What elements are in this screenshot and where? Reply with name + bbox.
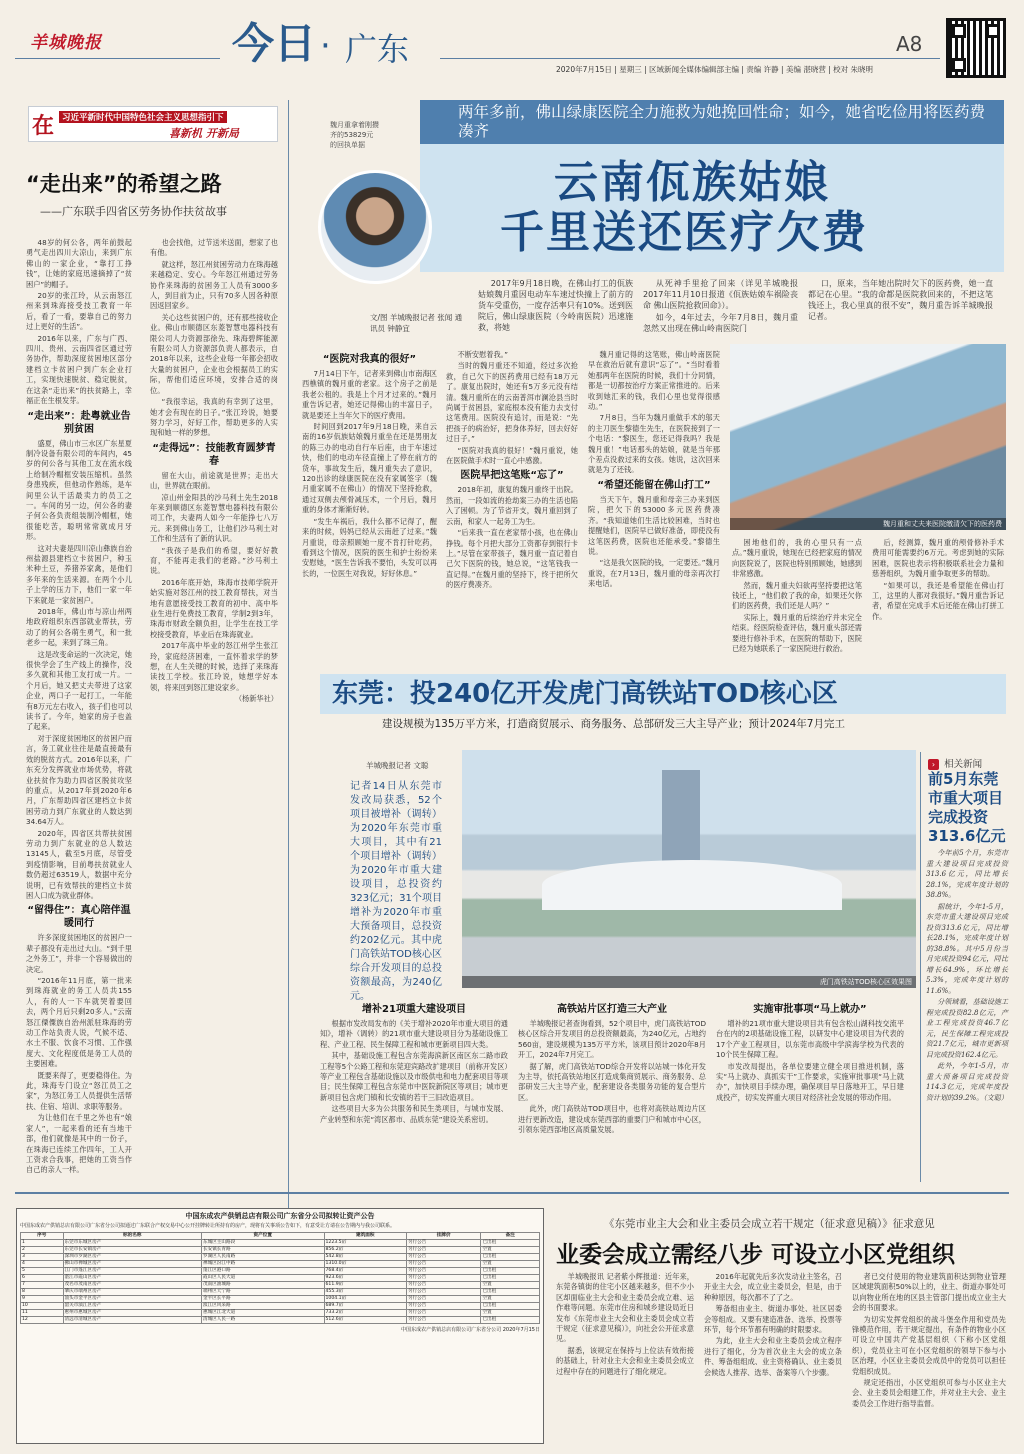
table-cell: 空置 bbox=[481, 1246, 540, 1253]
paragraph: 据悉，该规定在保持与上位法有效衔接的基础上，针对业主大会和业主委员会成立过程中存在的问题进行了细化规定。 bbox=[556, 1345, 694, 1376]
notice-footer: 中国东成农产供销总店有限公司广东省分公司 2020年7月15日 bbox=[401, 1326, 540, 1333]
table-cell: 2 bbox=[21, 1246, 64, 1253]
table-cell: 733.2㎡ bbox=[324, 1309, 406, 1316]
table-cell: 另行公告 bbox=[406, 1302, 481, 1309]
tod-rendering-photo bbox=[462, 750, 916, 988]
table-row bbox=[21, 1309, 540, 1316]
article1-col1 bbox=[26, 238, 132, 1238]
table-cell: 空置 bbox=[481, 1309, 540, 1316]
paragraph: 盛夏，佛山市三水区广东星夏制冷设备有限公司的车间内，45岁的何公各与其他工友在流水线上给制冷帽框安装压缩机。虽然身患残疾，但他动作熟练，是车间里公认干活最卖力的员工之一。车间的另一边，何公各的妻子何公各负责组装制冷帽框，她很能吃苦，聪明常常就成月牙形。 bbox=[26, 438, 132, 542]
notice-title: 中国东成农产供销总店有限公司广东省分公司拟转让资产公告 bbox=[185, 1212, 375, 1220]
table-cell: 另行公告 bbox=[406, 1267, 481, 1274]
table-cell: 深圳市罗湖区房产 bbox=[63, 1253, 202, 1260]
station-shape bbox=[542, 860, 842, 910]
paragraph: 分领域看，基础设施工程完成投资82.8亿元，产业工程完成投资46.7亿元，民生保障工程完成投资21.7亿元，城市更新项目完成投资162.4亿元。 bbox=[926, 998, 1008, 1059]
paragraph: 2017年高中毕业的怒江州学生张江玲，家庭经济困难，一直怀着求学的梦想，在人生关键的时候，选择了来珠海读技工学校。张江玲说，她想学好本领，将来回到怒江建设家乡。 bbox=[150, 641, 278, 692]
table-cell: 3 bbox=[21, 1253, 64, 1260]
paragraph: 2020年，四省区共帮扶贫困劳动力到广东就业的总人数达13145人，截至5月底，尽管受到疫情影响，目前粤扶贫就业人数仍超过63519人，数据中充分说明，已有效帮扶的建档立卡贫困人口成为就业群体。 bbox=[26, 828, 132, 900]
paragraph: 规定还指出，小区党组织可参与小区业主大会、业主委员会组建工作，并对业主大会、业主委员会工作进行指导监督。 bbox=[852, 1378, 1006, 1408]
paragraph: 实际上，魏月重的后续治疗并未完全结束。经医院检查评估，魏月重头部还需要进行修补手术，在医院的帮助下，医院已经为她联系了一家医院进行救治。 bbox=[732, 612, 862, 654]
paragraph: 48岁的何公各，两年前鼓起勇气走出四川大凉山，来到广东佛山的一家企业，“靠打工挣钱”，让她的家庭迅速摘掉了“贫困户”的帽子。 bbox=[26, 238, 132, 289]
table-row bbox=[21, 1302, 540, 1309]
qr-code-icon bbox=[946, 18, 1006, 78]
photo-note: 魏月重拿着刚攒齐的53829元的回执单据 bbox=[330, 121, 379, 149]
paragraph: 口，原来，当年她出院时欠下的医药费，她一直都记在心里。“我的命都是医院救回来的，不把这笔钱还上，我心里真的很不安”，魏月重告诉羊城晚报记者。 bbox=[808, 279, 993, 321]
paragraph: 7月8日，当年为魏月重做手术的邬天的主刀医生黎德生先生，在医院接到了一个电话：“黎医生，您还记得我吗？我是魏月重！”电话那头的姑娘，就是当年那个差点没救过来的女孩。她说，这次回来就是为了还钱。 bbox=[588, 413, 720, 475]
tod-photo-caption: 虎门高铁站TOD核心区效果图 bbox=[462, 976, 916, 988]
table-cell: 已出租 bbox=[481, 1302, 540, 1309]
paragraph: 留在大山，前途就是世界；走出大山，世界就在眼前。 bbox=[150, 470, 278, 491]
article4-col1 bbox=[556, 1272, 694, 1444]
paragraph: 如今，4年过去，今年7月8日，魏月重忽然又出现在佛山岭南医院门 bbox=[643, 313, 798, 333]
article2-headline-intro: 两年多前，佛山绿康医院全力施救为她挽回性命；如今，她省吃俭用将医药费凑齐 bbox=[458, 103, 986, 140]
paragraph: 市发改局提出，各单位要建立健全项目推进机制，落实“马上就办、真抓实干”工作要求，实施审批事项“马上就办”，加快项目手续办理，确保项目早日落地开工，早日建成投产，切实发挥重大项目对经济社会发展的带动作用。 bbox=[716, 1061, 904, 1102]
banner-line-1: 习近平新时代中国特色社会主义思想指引下 bbox=[59, 111, 227, 123]
table-cell: 已出租 bbox=[481, 1288, 540, 1295]
paragraph: 此外，虎门高铁站TOD项目中，也将对高铁站周边片区进行更新改造，建设成东莞西部的重要门户和城市中心区，引领东莞西部地区高质量发展。 bbox=[518, 1104, 706, 1135]
portrait-photo bbox=[318, 170, 432, 284]
article4-kicker: 《东莞市业主大会和业主委员会成立若干规定（征求意见稿）》征求意见 bbox=[604, 1218, 935, 1230]
table-header-row bbox=[21, 1232, 540, 1239]
table-cell: 长安镇长青路 bbox=[202, 1246, 325, 1253]
paragraph: “这是我欠医院的钱，一定要还。”魏月重说，在7月13日，魏月重的母亲再次打来电话。 bbox=[588, 558, 720, 589]
article2-col5 bbox=[872, 538, 1004, 658]
subheading: “走出来”：赴粤就业告别贫困 bbox=[27, 410, 131, 435]
paragraph: 凉山州金阳县的沙马利土先生2018年来到顺德区东菱智慧电器科技有限公司工作，夫妻两人如今一年能挣七八万元。来到佛山务工，让他们沙马利土对工作和生活有了新的认识。 bbox=[150, 492, 278, 544]
paragraph: 也会找他，过节送米送面，想家了也有他。 bbox=[150, 238, 278, 258]
column-divider bbox=[920, 752, 921, 1182]
table-cell: 已出租 bbox=[481, 1274, 540, 1281]
table-cell: 东城区主山路段 bbox=[202, 1239, 325, 1246]
paragraph: “2016年11月底，第一批来到珠海就业的务工人员共155人，有的人一下车就哭着要回去，两个月后只剩20多人。”云南怒江傈僳族自治州派驻珠海的劳动工作站负责人说，气候不适、水土不服、饮食不习惯、工作强度大、文化程度低是务工人员的主要困难。 bbox=[26, 976, 132, 1069]
paragraph: 当时的魏月重还不知道，经过多次抢救，自己欠下的医药费用已经有18万元了。康复出院时，她还有5万多元没有结清。魏月重所在的云南普洱市澜沧县当时尚属于贫困县，家庭根本没有能力去支付这笔费用。医院没有追讨，而是说：“先把孩子的病治好，把身体养好，回去好好过日子。” bbox=[446, 361, 578, 444]
table-cell: 清城区人民一路 bbox=[202, 1316, 325, 1323]
table-cell: 另行公告 bbox=[406, 1288, 481, 1295]
paragraph: 为让他们在千里之外也有“娘家人”，一起来看的还有当地干部，他们就像是其中的一份子，在珠海已连续工作四年，工人开工资求合我事，把她的工资当作自己的亲人一样。 bbox=[26, 1113, 132, 1175]
table-cell: 汕头市金平区房产 bbox=[63, 1295, 202, 1302]
public-notice bbox=[16, 1208, 544, 1444]
table-cell: 另行公告 bbox=[406, 1316, 481, 1323]
hospital-photo-caption: 魏月重和丈夫来医院缴清欠下的医药费 bbox=[730, 518, 1006, 530]
table-cell: 端州区天宁路 bbox=[202, 1288, 325, 1295]
table-cell: 10 bbox=[21, 1302, 64, 1309]
table-cell: 清远市清城区房产 bbox=[63, 1316, 202, 1323]
table-cell: 6 bbox=[21, 1274, 64, 1281]
banner-char: 在 bbox=[32, 113, 55, 139]
related-icon: › bbox=[928, 759, 939, 770]
table-cell: 4 bbox=[21, 1260, 64, 1267]
article3-lead: 记者14日从东莞市发改局获悉，52个项目被增补（调转）为2020年东莞市重大项目，其中有21个项目增补（调转）为2020年市重大建设项目，总投资约323亿元；31个项目增补为2020年市重大预备项目，总投资约202亿元。其中虎门高铁站TOD核心区综合开发项目的总投资额最高，为240亿元。 bbox=[350, 781, 442, 1002]
paper-logo: 羊城晚报 bbox=[30, 33, 102, 53]
paragraph: 筹备组由业主、街道办事处、社区居委会等组成。又要有建造准备、选举、投票等环节，每个环节都有明确的时限要求。 bbox=[704, 1304, 842, 1335]
paragraph: “我很幸运，我真的有幸到了这里，她才会有现在的日子。”张江玲说，她要努力学习，好好工作，帮助更多的人实现和她一样的梦想。 bbox=[150, 397, 278, 438]
paragraph: 7月14日下午，记者来到佛山市南海区西樵镇的魏月重的老家。这个房子之前是我老公租的。我是上个月才过来的。”魏月重告诉记者，她还记得佛山的丰富日子，就是要还上当年欠下的医疗费用。 bbox=[302, 369, 437, 420]
paragraph: 据统计，今年1-5月，东莞市重大建设项目完成投资313.6亿元，同比增长28.1%，完成年度计划的38.8%。其中5月份当月完成投资94亿元，同比增长64.9%，环比增长5.3%，完成年度计划的11.6%。 bbox=[926, 902, 1008, 995]
paragraph: “我孩子是我们的希望，要好好教育，不能再走我们的老路。”沙马利土说。 bbox=[150, 545, 278, 576]
table-cell: 东莞市东城区房产 bbox=[63, 1239, 202, 1246]
table-row bbox=[21, 1260, 540, 1267]
table-cell: 7 bbox=[21, 1281, 64, 1288]
table-cell: 肇庆市端州区房产 bbox=[63, 1288, 202, 1295]
table-cell: 另行公告 bbox=[406, 1274, 481, 1281]
subheading: “走得远”：技能教育圆梦青春 bbox=[152, 442, 276, 467]
table-cell: 512.6㎡ bbox=[324, 1316, 406, 1323]
table-cell: 12 bbox=[21, 1316, 64, 1323]
section-title-dot: · bbox=[320, 26, 331, 66]
paragraph: 其中，基础设施工程包含东莞海滨新区南区东二路市政工程等5个公路工程和东莞迎宾路改扩建项目（前称开发区）等产业工程包含基础设施以及市级供电和电力配套项目等项目；民生保障工程包含东莞市中医院新院区等项目；城市更新项目包含虎门镇和长安镇的若干三旧改造项目。 bbox=[320, 1051, 508, 1102]
article4-col3 bbox=[852, 1272, 1006, 1444]
paragraph: 20岁的张江玲，从云南怒江州来到珠海接受技工教育一年后，看了一看，要靠自己的努力过上更好的生活”。 bbox=[26, 291, 132, 332]
article1-subtitle: ——广东联手四省区劳务协作扶贫故事 bbox=[40, 205, 227, 218]
banner-line-2: 喜新机 开新局 bbox=[169, 127, 239, 140]
paragraph: 关心这些贫困户的，还有那些接收企业。佛山市顺德区东菱智慧电器科技有限公司人力资源部徐先、珠海碧辉能源有限公司人力资源部负责人都表示，自2018年以来，这些企业每一年都会招收大量的贫困户，企业也会根据员工的实际，帮他们适应环境，安排合适的岗位。 bbox=[150, 312, 278, 395]
paragraph: 为切实发挥党组织的战斗堡垒作用和党员先锋模范作用，若干规定提出，有条件的物业小区可设立中国共产党基层组织（下称小区党组织），党员业主可在小区党组织的领导下参与小区治理，小区业主委员会成员中的党员可以担任党组织成员。 bbox=[852, 1314, 1006, 1376]
subheading: 增补21项重大建设项目 bbox=[362, 1004, 466, 1015]
table-row bbox=[21, 1295, 540, 1302]
notice-table bbox=[20, 1232, 540, 1324]
table-cell: 1310.0㎡ bbox=[324, 1260, 406, 1267]
notice-intro: 中国东成农产供销总店有限公司广东省分公司拟通过广东联合产权交易中心公开挂牌转让所持有的房产，现将有关事项公告如下，有意受让方请在公告期内与我公司联系。 bbox=[20, 1223, 396, 1229]
table-cell: 1004.1㎡ bbox=[324, 1295, 406, 1302]
article4-title: 业委会成立需经八步 可设立小区党组织 bbox=[556, 1242, 956, 1268]
paragraph: 羊城晚报讯 记者紫小辉报道：近年来，东莞各镇街的住宅小区越来越多，但不少小区却面临业主大会和业主委员会成立难、运作难等问题。东莞市住房和城乡建设局近日发布《东莞市业主大会和业主委员会成立若干规定（征求意见稿）》，向社会公开征求意见。 bbox=[556, 1272, 694, 1344]
article3-title: 东莞：投240亿开发虎门高铁站TOD核心区 bbox=[332, 679, 838, 709]
table-cell: 已出租 bbox=[481, 1267, 540, 1274]
article4-col2 bbox=[704, 1272, 842, 1444]
table-cell: 蓬江区港口路 bbox=[202, 1267, 325, 1274]
paragraph: 许多深度贫困地区的贫困户一辈子都没有走出过大山。“到千里之外务工”，并非一个容易做出的决定。 bbox=[26, 933, 132, 974]
table-cell: 空置 bbox=[481, 1281, 540, 1288]
table-row bbox=[21, 1274, 540, 1281]
table-cell: 东莞市长安镇房产 bbox=[63, 1246, 202, 1253]
table-header-cell: 挂牌价 bbox=[406, 1232, 481, 1239]
masthead-rule-left bbox=[15, 58, 220, 59]
table-cell: 5 bbox=[21, 1267, 64, 1274]
paragraph: 为此，业主大会和业主委员会成立程序进行了细化，分为首次业主大会的成立条件、筹备组组成、业主资格确认、业主委员会候选人推荐、选举、备案等八个步骤。 bbox=[704, 1336, 842, 1377]
table-cell: 另行公告 bbox=[406, 1239, 481, 1246]
table-cell: 惠州市惠城区房产 bbox=[63, 1309, 202, 1316]
table-cell: 611.9㎡ bbox=[324, 1281, 406, 1288]
article2-col4 bbox=[732, 538, 862, 658]
table-cell: 923.6㎡ bbox=[324, 1274, 406, 1281]
paragraph: 既要来得了，更要稳得住。为此，珠海专门设立“怒江员工之家”，为怒江务工人员提供生活帮扶、住宿、培训、求职等服务。 bbox=[26, 1070, 132, 1111]
article2-lead-col2 bbox=[643, 278, 798, 336]
bottom-section-rule bbox=[15, 1192, 1009, 1194]
subheading: 实施审批事项“马上就办” bbox=[753, 1004, 867, 1015]
table-cell: 1223.5㎡ bbox=[324, 1239, 406, 1246]
related-news-tag bbox=[928, 752, 982, 771]
table-cell: 已出租 bbox=[481, 1316, 540, 1323]
table-cell: 惠城区江北大道 bbox=[202, 1309, 325, 1316]
table-cell: 另行公告 bbox=[406, 1295, 481, 1302]
table-header-cell: 备注 bbox=[481, 1232, 540, 1239]
table-cell: 另行公告 bbox=[406, 1253, 481, 1260]
table-cell: 455.3㎡ bbox=[324, 1288, 406, 1295]
paragraph: 羊城晚报记者查询看到，52个项目中，虎门高铁站TOD核心区综合开发项目的总投资额最高，为240亿元，占地约560亩，建设规模为135万平方米，该项目预计2020年8月开工，2024年7月完工。 bbox=[518, 1019, 706, 1060]
table-row bbox=[21, 1246, 540, 1253]
table-cell: 11 bbox=[21, 1309, 64, 1316]
table-header-cell: 资产位置 bbox=[202, 1232, 325, 1239]
table-cell: 9 bbox=[21, 1295, 64, 1302]
paragraph: 然而，魏月重夫妇欲再坚持要把这笔钱还上，“他们救了我的命，如果还欠你们的医药费，我们还是人吗？” bbox=[732, 580, 862, 611]
table-cell: 另行公告 bbox=[406, 1260, 481, 1267]
paragraph: 2017年9月18日晚，在佛山打工的佤族姑娘魏月重因电动车车速过快撞上了前方的货车受重伤，一度存活率只有10%。送到医院后，佛山绿康医院（今岭南医院）迅速施救，将她 bbox=[478, 279, 633, 332]
table-cell: 霞山区人民大道 bbox=[202, 1274, 325, 1281]
article2-headline-main-2: 千里送还医疗欠费 bbox=[500, 207, 868, 258]
table-cell: 856.2㎡ bbox=[324, 1246, 406, 1253]
article2-col3 bbox=[588, 350, 720, 660]
table-cell: 已出租 bbox=[481, 1239, 540, 1246]
table-cell: 另行公告 bbox=[406, 1309, 481, 1316]
paragraph: 2016年以来，广东与广西、四川、贵州、云南四省区通过劳务协作，帮助深度贫困地区部分建档立卡贫困户到广东企业打工，实现快速脱贫、稳定脱贫，在这条“走出来”的扶贫路上，幸福正在生根发芽。 bbox=[26, 333, 132, 406]
table-cell: 另行公告 bbox=[406, 1246, 481, 1253]
subheading: 医院早把这笔账“忘了” bbox=[460, 470, 564, 482]
paragraph: 对于深度贫困地区的贫困户而言，务工就业往往是最直接最有效的脱贫方式。2016年以来，广东充分发挥就业市场优势，将就业扶贫作为助力四省区脱贫攻坚的重点。从2017年到2020年6月，广东帮助四省区建档立卡贫困劳动力到广东就业的人数达到34.64万人。 bbox=[26, 733, 132, 827]
table-cell: 768.4㎡ bbox=[324, 1267, 406, 1274]
table-row bbox=[21, 1267, 540, 1274]
source-note: （杨新华社） bbox=[234, 694, 278, 704]
paragraph: 2018年初，康复的魏月重终于出院。然而，一段如流的抢劫案三办的生活也陷入了困顿。为了节省开支，魏月重回到了云南，和家人一起务工为生。 bbox=[446, 485, 578, 526]
paragraph: “后来我一直在老家帮小孩，也在佛山挣钱。每个月把大部分工资都存到银行卡上。”尽管在家带孩子，魏月重一直记着自己欠下医院的钱，她总说，“这笔钱我一直记得。”在魏月重的坚持下，终于把所欠的医疗费凑齐。 bbox=[446, 528, 578, 590]
table-row bbox=[21, 1239, 540, 1246]
paragraph: 就这样，怒江州贫困劳动力在珠海越来越稳定、安心。今年怒江州通过劳务协作来珠海的贫困务工人员有3000多人，到目前为止，只有70多人因各种原因返回家乡。 bbox=[150, 259, 278, 311]
table-cell: 佛山市禅城区房产 bbox=[63, 1260, 202, 1267]
article2-lead-col1 bbox=[478, 278, 633, 336]
paragraph: “如果可以，我还是希望能在佛山打工，这里的人都对我很好。”魏月重告诉记者，希望在完成手术后还能在佛山打拼工作。 bbox=[872, 580, 1004, 621]
article1-col2 bbox=[150, 238, 278, 1228]
paragraph: 2016年起就先后多次发动业主签名，召开业主大会，成立业主委员会，但是，由于种种原因，每次都不了了之。 bbox=[704, 1272, 842, 1302]
table-cell: 689.7㎡ bbox=[324, 1302, 406, 1309]
table-row bbox=[21, 1288, 540, 1295]
article2-headline-box bbox=[420, 144, 1004, 272]
article2-headline-main-1: 云南佤族姑娘 bbox=[554, 157, 830, 208]
paragraph: 今年前5个月，东莞市重大建设项目完成投资313.6亿元，同比增长28.1%，完成年度计划的38.8%。 bbox=[926, 849, 1008, 899]
paragraph: 这对夫妻是四川凉山彝族自治州盐源县建档立卡贫困户，种玉米种土豆，养猪养家禽，是他们多年来的生活来源。在两个小儿子上学的压力下，他们一家一年下来就是一家贫困户。 bbox=[26, 543, 132, 605]
related-tag-label: 相关新闻 bbox=[944, 759, 983, 770]
paragraph: 当天下午，魏月重和母亲三办来到医院，把欠下的53000多元医药费凑齐。“我知道她们生活比较困难，当时也提醒她们，医院早已做好准备，即使没有这笔医药费，医院也还能承受。”黎德生说。 bbox=[588, 494, 720, 556]
paragraph: 据了解，虎门高铁站TOD综合开发将以站城一体化开发为主导，依托高铁站地区打造成集商贸展示、商务服务、总部研发三大主导产业，配套建设各类服务功能的复合型片区。 bbox=[518, 1061, 706, 1102]
paragraph: 这是改变命运的一次决定，她很快学会了生产线上的操作，没多久就和其他工友打成一片。一个月后，她又把丈夫带进了这家企业，两口子一起打工，一年能有8万元左右收入，孩子们也可以读书了。今年，她家的房子也盖了起来。 bbox=[26, 649, 132, 732]
subheading: 高铁站片区打造三大产业 bbox=[557, 1004, 667, 1015]
table-cell: 罗湖区人民南路 bbox=[202, 1253, 325, 1260]
masthead bbox=[0, 0, 1024, 92]
article3-col2 bbox=[518, 1000, 706, 1178]
paragraph: 2016年底开始，珠海市技师学院开始实施对怒江州的技工教育帮扶，对当地有意愿接受技工教育的初中、高中毕业生进行免费技工教育，学制2到3年，珠海市财政全额负担，让学生在技工学校接受教育，毕业后在珠海就业。 bbox=[150, 577, 278, 639]
section-title-region: 广东 bbox=[345, 30, 410, 68]
page-code: A8 bbox=[896, 32, 923, 56]
paragraph: 不断安慰着我。” bbox=[457, 350, 508, 359]
related-news-text bbox=[926, 848, 1008, 1178]
section-title-big: 今日 bbox=[232, 19, 317, 68]
article1-title: “走出来”的希望之路 bbox=[26, 172, 222, 196]
article3-col3 bbox=[716, 1000, 904, 1178]
table-row bbox=[21, 1253, 540, 1260]
article2-col1 bbox=[302, 350, 437, 660]
article2-byline: 文/图 羊城晚报记者 张闻 通讯员 钟静宜 bbox=[370, 313, 463, 333]
paragraph: 2018年，佛山市与凉山州两地政府组织东西部就业帮扶，劳动了的何公各萌生勇气，和一批老乡一起，来到了珠三角。 bbox=[26, 607, 132, 648]
paragraph: 者已交付使用的物业建筑面积达到物业管理区域建筑面积50%以上的，业主、街道办事处可以向物业所在地的区县主管部门提出成立业主大会的书面要求。 bbox=[852, 1272, 1006, 1313]
table-cell: 湛江市霞山区房产 bbox=[63, 1274, 202, 1281]
date-line: 2020年7月15日 | 星期三 | 区域新闻全媒体编辑部主编 | 责编 许静 | 美编 湛晓营 | 校对 朱晓明 bbox=[556, 65, 874, 74]
article3-title-bar bbox=[320, 674, 1006, 714]
paragraph: 此外，今年1-5月，市重大预备项目完成投资114.3亿元，完成年度投资计划的39.2%。（文聪） bbox=[926, 1062, 1008, 1102]
article2-col2 bbox=[446, 350, 578, 660]
table-row bbox=[21, 1316, 540, 1323]
table-cell: 江门市蓬江区房产 bbox=[63, 1267, 202, 1274]
table-cell: 8 bbox=[21, 1288, 64, 1295]
table-cell: 542.8㎡ bbox=[324, 1253, 406, 1260]
paragraph: 魏月重记得的这笔账，佛山岭南医院早在救治后就有意识“忘了”。“当时看着她那两年在医院的时候，我们十分同情，都是一切都按治疗方案正常推进的。后来收到她汇来的钱，我们心里也觉得很感动。” bbox=[588, 350, 720, 412]
table-row bbox=[21, 1281, 540, 1288]
table-cell: 另行公告 bbox=[406, 1281, 481, 1288]
article2-intro-box bbox=[420, 100, 1004, 144]
paragraph: 根据市发改局发布的《关于增补2020年市重大项目的通知》，增补（调转）的21项市重大建设项目分为基础设施工程、产业工程、民生保障工程和城市更新项目四大类。 bbox=[320, 1019, 508, 1049]
article2-lead-col3 bbox=[808, 278, 993, 336]
paragraph: 这些项目大多为公共服务和民生类项目，与城市发展、产业转型和东莞“湾区都市、品质东莞”建设关系密切。 bbox=[320, 1104, 508, 1124]
masthead-rule-right bbox=[440, 58, 940, 59]
table-cell: 韶关市浈江区房产 bbox=[63, 1302, 202, 1309]
paragraph: 从死神手里抢了回来（详见羊城晚报2017年11月10日报道《佤族姑娘车祸险丧命 佛山医院抢救回命》）。 bbox=[643, 279, 798, 310]
table-cell: 已出租 bbox=[481, 1253, 540, 1260]
table-header-cell: 序号 bbox=[21, 1232, 64, 1239]
paragraph: “发生车祸后，我什么都不记得了，醒来的时候，妈妈已经从云南赶了过来。”魏月重说，母亲照顾她一度不肯打针吃药，看到这个情况，医院的医生和护士纷纷来安慰她，“医生告诉我不要怕，头发可以再长的，一位医生对我说，好好休息。” bbox=[302, 516, 437, 578]
article3-subtitle: 建设规模为135万平方米，打造商贸展示、商务服务、总部研发三大主导产业；预计2024年7月完工 bbox=[382, 718, 845, 730]
article3-byline: 羊城晚报记者 文聪 bbox=[366, 761, 429, 770]
article3-col1 bbox=[320, 1000, 508, 1178]
table-header-cell: 标的名称 bbox=[63, 1232, 202, 1239]
table-cell: 1 bbox=[21, 1239, 64, 1246]
paragraph: 困地他们的，我的心里只有一点点。”魏月重说，她现在已经把家庭的情况向医院说了，医院也特别照顾她，她感到非常感激。 bbox=[732, 538, 862, 579]
hospital-photo bbox=[730, 344, 1006, 530]
paragraph: 增补的21项市重大建设项目共有包含松山湖科技交流平台在内的2项基础设施工程，以研发中心建设项目为代表的17个产业工程项目，以东莞市高级中学滨海学校为代表的10个民生保障工程。 bbox=[716, 1019, 904, 1060]
table-cell: 空置 bbox=[481, 1295, 540, 1302]
subheading: “留得住”：真心陪伴温暖同行 bbox=[27, 905, 131, 930]
paragraph: “医院对我真的很好！”魏月重说，她在医院做手术时一直心中感激。 bbox=[446, 445, 578, 466]
table-cell: 金平区长平路 bbox=[202, 1295, 325, 1302]
subheading: “医院对我真的很好” bbox=[322, 354, 417, 365]
theme-banner bbox=[28, 106, 278, 142]
table-cell: 空置 bbox=[481, 1260, 540, 1267]
paragraph: 后，经测算，魏月重的颅骨修补手术费用可能需要约6万元。考虑到她的实际困难，医院也表示将积极联系社会力量和慈善组织，为魏月重争取更多的帮助。 bbox=[872, 538, 1004, 579]
table-cell: 茂名市茂南区房产 bbox=[63, 1281, 202, 1288]
table-cell: 禅城区汾江中路 bbox=[202, 1260, 325, 1267]
paragraph: 时间回到2017年9月18日晚，来自云南的16岁佤族姑娘魏月重坐在还是男朋友的陈三办的电动自行车后座，由于车速过快，他们的电动车径直撞上了停在前方的货车，事故发生后，魏月重失去了意识，120出诊的绿康医院在没有家属签字（魏月重家属不在佛山）的情况下坚持抢救，通过双侧去颅骨减压术，一个月后，魏月重的身体才渐渐好转。 bbox=[302, 422, 437, 515]
column-divider bbox=[288, 100, 289, 1230]
table-header-cell: 建筑面积 bbox=[324, 1232, 406, 1239]
table-cell: 浈江区风采路 bbox=[202, 1302, 325, 1309]
table-cell: 茂南区油城路 bbox=[202, 1281, 325, 1288]
related-news-title: 前5月东莞市重大项目完成投资313.6亿元 bbox=[928, 770, 1006, 845]
subheading: “希望还能留在佛山打工” bbox=[597, 479, 711, 491]
